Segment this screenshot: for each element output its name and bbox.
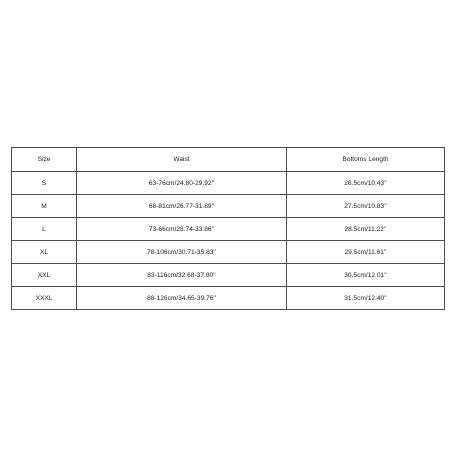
cell-size: XL — [12, 241, 77, 264]
cell-bottoms-length: 26.5cm/10.43'' — [287, 172, 445, 195]
cell-size: M — [12, 195, 77, 218]
table-row — [12, 287, 445, 310]
cell-size: XXL — [12, 264, 77, 287]
cell-bottoms-length: 29.5cm/11.61'' — [287, 241, 445, 264]
cell-waist: 68-81cm/26.77-31.89'' — [77, 195, 287, 218]
cell-waist: 63-76cm/24.80-29.92'' — [77, 172, 287, 195]
cell-bottoms-length: 30.5cm/12.01'' — [287, 264, 445, 287]
cell-waist: 83-116cm/32.68-37.80'' — [77, 264, 287, 287]
cell-size: S — [12, 172, 77, 195]
table-row — [12, 264, 445, 287]
size-chart-table — [11, 147, 445, 310]
table-header-row — [12, 148, 445, 172]
header-bottoms-length: Bottoms Length — [287, 148, 445, 172]
table-row — [12, 195, 445, 218]
cell-size: XXXL — [12, 287, 77, 310]
cell-bottoms-length: 31.5cm/12.40'' — [287, 287, 445, 310]
table-row — [12, 172, 445, 195]
cell-bottoms-length: 27.5cm/10.83'' — [287, 195, 445, 218]
table-row — [12, 241, 445, 264]
table-row — [12, 218, 445, 241]
cell-waist: 73-66cm/28.74-33.86'' — [77, 218, 287, 241]
header-size: Size — [12, 148, 77, 172]
cell-size: L — [12, 218, 77, 241]
header-waist: Waist — [77, 148, 287, 172]
cell-waist: 88-126cm/34.65-39.76'' — [77, 287, 287, 310]
cell-waist: 78-106cm/30.71-35.83'' — [77, 241, 287, 264]
cell-bottoms-length: 28.5cm/11.22'' — [287, 218, 445, 241]
